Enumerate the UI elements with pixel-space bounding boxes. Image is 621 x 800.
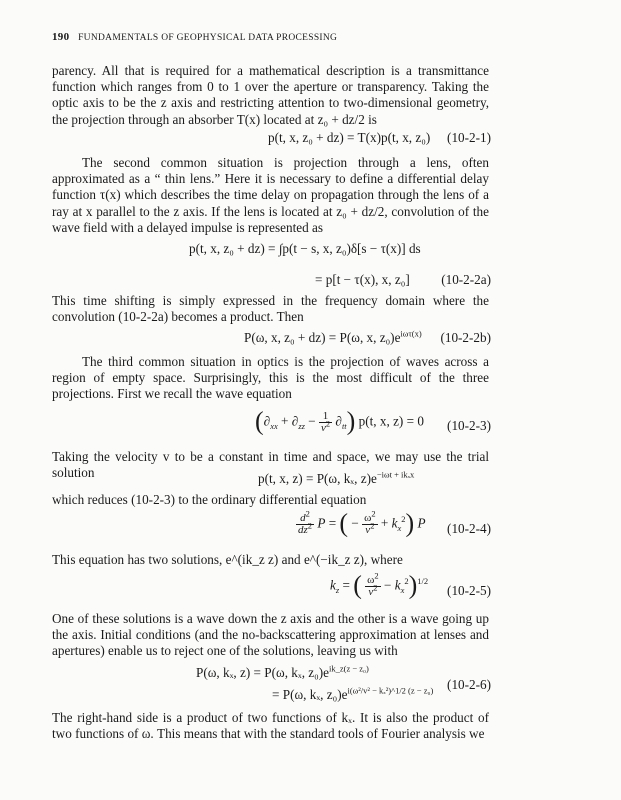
trial-solution-exponent: −iωt + ikₓx (376, 469, 415, 480)
paragraph-8: One of these solutions is a wave down the z axis and the other is a wave going up the axis. Initial conditions (and the no-backscattering approximation at lenses and apertures) enable us to reject one of the solutions, leaving us with (52, 611, 489, 659)
equation-10-2-2b (244, 330, 422, 346)
equation-number-10-2-5: (10-2-5) (447, 583, 491, 598)
equation-10-2-3: ($\partial_{xx} + \partial_{zz}$ − $\frac{1}{v^2}$ $\partial_{tt}$) p(t, x, z) = 0 (255, 406, 424, 436)
equation-10-2-2b-exponent: iωτ(x) (400, 328, 422, 339)
paragraph-2: The second common situation is projection through a lens, often approximated as a “ thin lens.” Here it is necessary to define a differential delay function τ(x) which describes the time delay on propagation through the lens of a ray at x parallel to the z axis. If the lens is located at z₀ + dz/2, convolution of the wave field with a delayed impulse is represented as (52, 155, 489, 235)
paragraph-5: Taking the velocity v to be a constant in time and space, we may use the trial solution (52, 449, 489, 481)
paragraph-6: which reduces (10-2-3) to the ordinary differential equation (52, 492, 367, 507)
equation-10-2-6-line1 (196, 665, 369, 681)
equation-10-2-6-exponent1: ik_z(z − z₀) (329, 663, 369, 674)
equation-number-10-2-6: (10-2-6) (447, 677, 491, 692)
equation-number-10-2-3: (10-2-3) (447, 418, 491, 433)
paragraph-7: This equation has two solutions, e^(ik_z z) and e^(−ik_z z), where (52, 552, 403, 567)
equation-10-2-1: p(t, x, z₀ + dz) = T(x)p(t, x, z₀) (268, 130, 431, 145)
paragraph-9: The right-hand side is a product of two functions of kₓ. It is also the product of two functions of ω. This means that with the standard tools of Fourier analysis we (52, 710, 489, 742)
equation-number-10-2-4: (10-2-4) (447, 521, 491, 536)
equation-10-2-3-body: p(t, x, z) = 0 (358, 413, 424, 429)
paragraph-1: parency. All that is required for a mathematical description is a transmittance function which ranges from 0 to 1 over the aperture or transparency. Taking the optic axis to be the z axis and restricting attention to two-dimensional geometry, the projection through an absorber T(x) located at z₀ + dz/2 is (52, 63, 489, 127)
book-title: FUNDAMENTALS OF GEOPHYSICAL DATA PROCESSING (78, 33, 338, 43)
paragraph-4: The third common situation in optics is the projection of waves across a region of empty space. Surprisingly, this is the most difficult of the three projections. First we recall the wave equation (52, 354, 489, 402)
equation-10-2-6-line1-body: P(ω, kₓ, z) = P(ω, kₓ, z₀)e (196, 665, 329, 680)
running-head (52, 31, 337, 43)
trial-solution-body: p(t, x, z) = P(ω, kₓ, z)e (258, 471, 377, 486)
equation-10-2-6-line2-body: = P(ω, kₓ, z₀)e (272, 687, 348, 702)
equation-trial-solution (258, 471, 414, 487)
equation-number-10-2-1: (10-2-1) (447, 130, 491, 145)
paragraph-3: This time shifting is simply expressed in the frequency domain where the convolution (10-2-2a) becomes a product. Then (52, 293, 489, 325)
equation-10-2-2a-line2: = p[t − τ(x), x, z₀] (315, 272, 410, 287)
equation-10-2-6-exponent2: i(ω²/v² − kₓ²)^1/2 (z − z₀) (347, 685, 434, 696)
equation-10-2-5: $k_z$ = ( $\frac{\omega^2}{v^2}$ − $k_x^2)^{1/2}$ (330, 570, 429, 600)
equation-number-10-2-2a: (10-2-2a) (441, 272, 491, 287)
page-number: 190 (52, 31, 70, 43)
equation-number-10-2-2b: (10-2-2b) (440, 330, 491, 345)
equation-10-2-2b-body: P(ω, x, z₀ + dz) = P(ω, x, z₀)e (244, 330, 401, 345)
equation-10-2-2a-line1: p(t, x, z₀ + dz) = ∫p(t − s, x, z₀)δ[s − τ(x)] ds (189, 241, 421, 256)
equation-10-2-4: $\frac{d^2}{dz^2}$ P = ( − $\frac{\omega^2}{v^2}$ + $k_x^2$) P (298, 508, 426, 538)
equation-10-2-6-line2 (272, 687, 433, 703)
